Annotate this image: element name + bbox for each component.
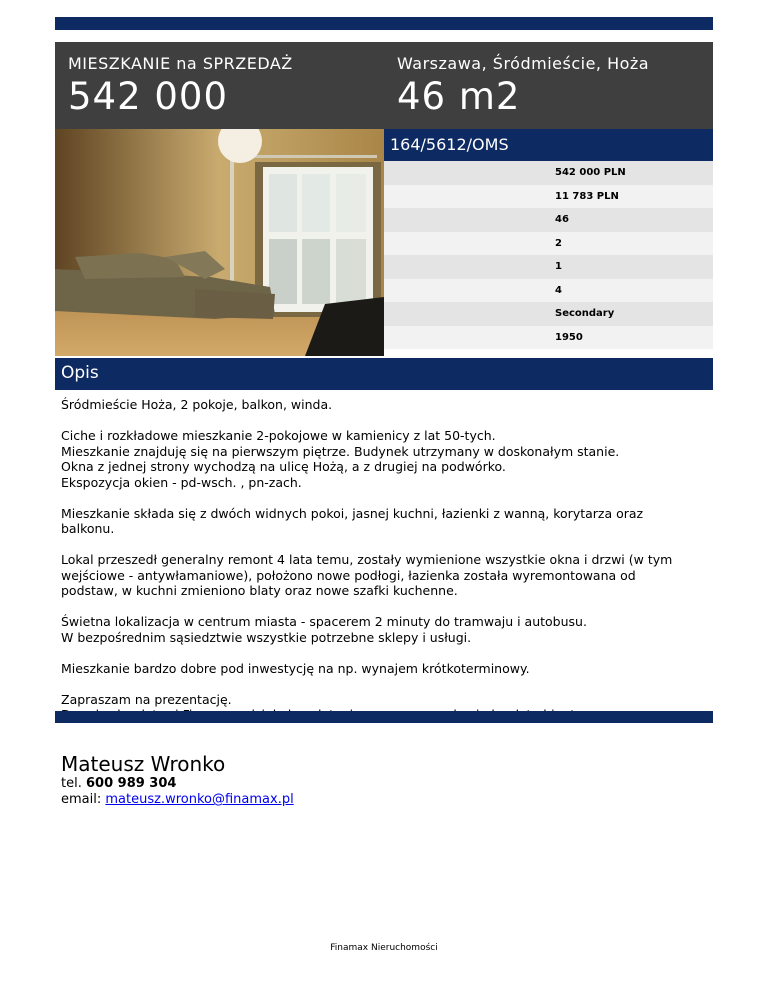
detail-area: 46 bbox=[384, 208, 713, 232]
description-line: Ciche i rozkładowe mieszkanie 2-pokojowe w kamienicy z lat 50-tych. bbox=[61, 428, 496, 443]
agent-phone: 600 989 304 bbox=[85, 776, 177, 791]
detail-price-per-m2: 11 783 PLN bbox=[384, 185, 713, 209]
phone-label: tel. bbox=[61, 776, 82, 791]
description-text bbox=[61, 397, 706, 738]
email-label: email: bbox=[61, 792, 102, 807]
description-line: wejściowe - antywłamaniowe), położono nowe podłogi, łazienka została wyremontowana od bbox=[61, 567, 636, 583]
apartment-photo-illustration bbox=[55, 129, 384, 356]
agent-phone-line bbox=[61, 776, 294, 792]
description-line: balkonu. bbox=[61, 521, 115, 536]
description-heading: Opis bbox=[61, 363, 99, 383]
header-left bbox=[68, 54, 293, 119]
description-line: Mieszkanie składa się z dwóch widnych pokoi, jasnej kuchni, łazienki z wanną, korytarza oraz bbox=[61, 505, 644, 521]
listing-header bbox=[55, 42, 713, 129]
description-paragraph bbox=[61, 428, 706, 490]
listing-price: 542 000 bbox=[68, 75, 229, 118]
detail-rooms: 2 bbox=[384, 232, 713, 256]
reference-bar bbox=[384, 129, 713, 161]
description-paragraph bbox=[61, 661, 706, 677]
detail-build-year: 1950 bbox=[384, 326, 713, 350]
description-line: Zapraszam na prezentację. bbox=[61, 691, 232, 707]
description-paragraph bbox=[61, 552, 706, 599]
agent-email-link[interactable]: mateusz.wronko@finamax.pl bbox=[105, 792, 294, 807]
agent-email-line bbox=[61, 792, 294, 808]
detail-market: Secondary bbox=[384, 302, 713, 326]
listing-location: Warszawa, Śródmieście, Hoża bbox=[397, 54, 650, 73]
details-table bbox=[384, 161, 713, 349]
description-line: podstaw, w kuchni zmieniono blaty oraz nowe szafki kuchenne. bbox=[61, 583, 458, 598]
description-line: Lokal przeszedł generalny remont 4 lata temu, zostały wymienione wszystkie okna i drzwi (w tym bbox=[61, 552, 673, 567]
header-right bbox=[397, 54, 649, 119]
apartment-photo bbox=[55, 129, 384, 356]
detail-floors-total: 4 bbox=[384, 279, 713, 303]
description-line: Śródmieście Hoża, 2 pokoje, balkon, winda. bbox=[61, 397, 333, 412]
description-line: Mieszkanie znajduję się na pierwszym piętrze. Budynek utrzymany w doskonałym stanie. bbox=[61, 443, 620, 459]
description-paragraph bbox=[61, 614, 706, 645]
reference-number: 164/5612/OMS bbox=[390, 135, 509, 154]
description-line: Świetna lokalizacja w centrum miasta - spacerem 2 minuty do tramwaju i autobusu. bbox=[61, 614, 587, 629]
description-paragraph bbox=[61, 397, 706, 413]
agent-contact bbox=[61, 752, 294, 808]
description-heading-bar bbox=[55, 358, 713, 390]
footer-company: Finamax Nieruchomości bbox=[330, 943, 438, 953]
description-line: Okna z jednej strony wychodzą na ulicę Hożą, a z drugiej na podwórko. bbox=[61, 459, 506, 474]
detail-floor: 1 bbox=[384, 255, 713, 279]
listing-type: MIESZKANIE na SPRZEDAŻ bbox=[68, 54, 293, 73]
bottom-accent-bar bbox=[55, 711, 713, 723]
description-line: W bezpośrednim sąsiedztwie wszystkie potrzebne sklepy i usługi. bbox=[61, 629, 472, 645]
agent-name: Mateusz Wronko bbox=[61, 752, 226, 776]
detail-price-pln: 542 000 PLN bbox=[384, 161, 713, 185]
listing-area: 46 m2 bbox=[397, 75, 521, 118]
description-line: Ekspozycja okien - pd-wsch. , pn-zach. bbox=[61, 474, 302, 490]
top-accent-bar bbox=[55, 17, 713, 30]
description-line: Mieszkanie bardzo dobre pod inwestycję na np. wynajem krótkoterminowy. bbox=[61, 660, 530, 676]
description-paragraph bbox=[61, 506, 706, 537]
